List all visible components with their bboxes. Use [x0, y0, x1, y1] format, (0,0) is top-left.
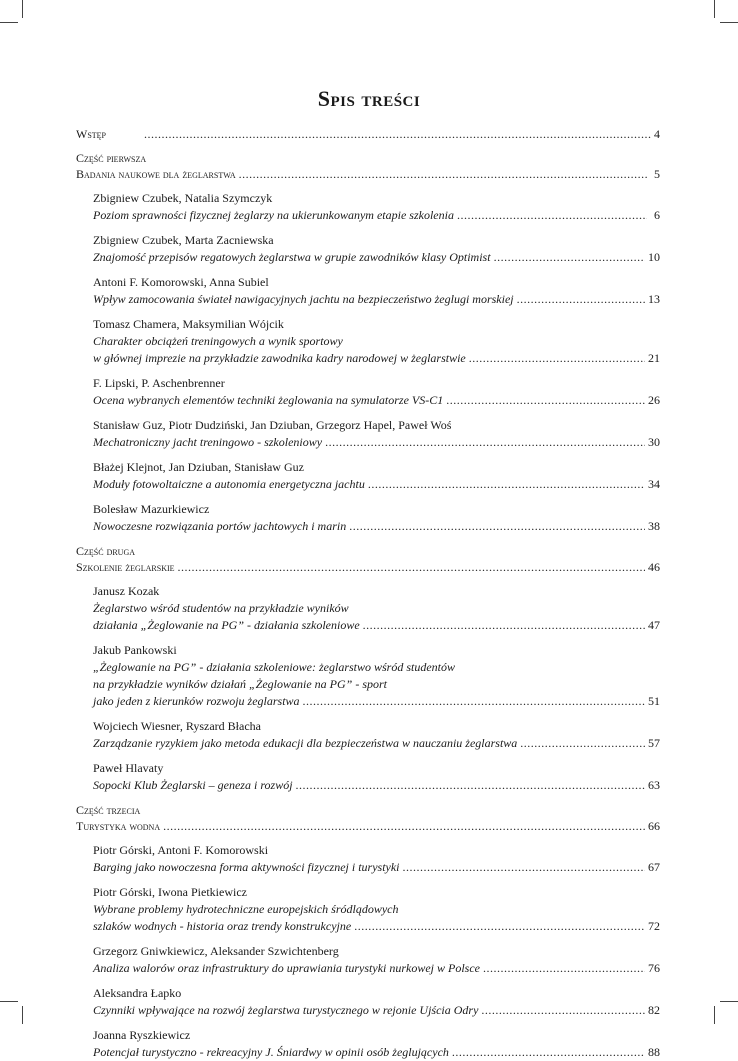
- page-number: 26: [648, 393, 660, 407]
- entry-authors: Wojciech Wiesner, Ryszard Błacha: [93, 719, 261, 733]
- entry-title-line: [93, 518, 660, 535]
- crop-mark: [0, 1001, 18, 1002]
- entry-title-text: Zarządzanie ryzykiem jako metoda edukacji dla bezpieczeństwa w nauczaniu żeglarstwa: [93, 736, 518, 750]
- crop-mark: [714, 0, 715, 18]
- entry-title-text: Wpływ zamocowania świateł nawigacyjnych jachtu na bezpieczeństwo żeglugi morskiej: [93, 292, 514, 306]
- toc-entry[interactable]: [93, 459, 660, 493]
- crop-mark: [720, 22, 738, 23]
- entry-title-text: Sopocki Klub Żeglarski – geneza i rozwój: [93, 778, 293, 792]
- toc-section: [76, 802, 660, 1061]
- toc-section: [76, 543, 660, 794]
- table-of-contents: [76, 126, 660, 1061]
- page-number: 21: [648, 351, 660, 365]
- leader-dots: [354, 918, 645, 935]
- toc-intro-line[interactable]: [76, 126, 660, 142]
- page-number: 66: [648, 819, 660, 833]
- toc-section: [76, 150, 660, 535]
- leader-dots: [368, 476, 645, 493]
- entry-title-text: Moduły fotowoltaiczne a autonomia energetyczna jachtu: [93, 477, 365, 491]
- toc-sections: [76, 150, 660, 1061]
- entry-title-text: Wybrane problemy hydrotechniczne europejskich śródlądowych: [93, 902, 399, 916]
- entry-title-text: Barging jako nowoczesna forma aktywności fizycznej i turystyki: [93, 860, 400, 874]
- entry-authors: Bolesław Mazurkiewicz: [93, 502, 210, 516]
- entry-title-line: [93, 1002, 660, 1019]
- toc-entry[interactable]: [93, 943, 660, 977]
- toc-entry[interactable]: [93, 417, 660, 451]
- page-number: 6: [654, 208, 660, 222]
- leader-dots: [325, 434, 645, 451]
- toc-entry[interactable]: [93, 375, 660, 409]
- entry-title-text: Nowoczesne rozwiązania portów jachtowych i marin: [93, 519, 347, 533]
- entry-authors: Piotr Górski, Iwona Pietkiewicz: [93, 885, 247, 899]
- leader-dots: [494, 249, 645, 266]
- entry-authors: Piotr Górski, Antoni F. Komorowski: [93, 843, 269, 857]
- leader-dots: [178, 559, 645, 575]
- leader-dots: [481, 1002, 645, 1019]
- entry-title-text: Ocena wybranych elementów techniki żeglowania na symulatorze VS-C1: [93, 393, 444, 407]
- page-title: Spis treści: [317, 86, 421, 111]
- entry-title-line: [93, 617, 660, 634]
- entry-title-text: w głównej imprezie na przykładzie zawodnika kadry narodowej w żeglarstwie: [93, 351, 466, 365]
- entry-title-line: [93, 600, 660, 617]
- page-number: 30: [648, 435, 660, 449]
- entry-title-text: Mechatroniczny jacht treningowo - szkoleniowy: [93, 435, 323, 449]
- entry-title-line: [93, 1044, 660, 1061]
- entry-authors: Zbigniew Czubek, Marta Zacniewska: [93, 233, 274, 247]
- toc-entry[interactable]: [93, 760, 660, 794]
- entry-title-text: Poziom sprawności fizycznej żeglarzy na ukierunkowanym etapie szkolenia: [93, 208, 454, 222]
- page-number: 46: [648, 560, 660, 574]
- page-number: 10: [648, 250, 660, 264]
- page-number: 47: [648, 618, 660, 632]
- leader-dots: [517, 291, 645, 308]
- entry-title-line: [93, 249, 660, 266]
- leader-dots: [303, 693, 645, 710]
- leader-dots: [296, 777, 645, 794]
- entry-title-line: [93, 392, 660, 409]
- entry-authors: Antoni F. Komorowski, Anna Subiel: [93, 275, 269, 289]
- crop-mark: [0, 22, 18, 23]
- entry-authors: Aleksandra Łapko: [93, 986, 182, 1000]
- page-number: 57: [648, 736, 660, 750]
- page-number: 4: [654, 127, 660, 141]
- entry-title-text: Czynniki wpływające na rozwój żeglarstwa turystycznego w rejonie Ujścia Odry: [93, 1003, 479, 1017]
- entry-title-line: [93, 659, 660, 676]
- leader-dots: [349, 518, 645, 535]
- crop-mark: [714, 1006, 715, 1024]
- section-part-label: Część druga: [76, 544, 136, 558]
- entry-authors: Błażej Klejnot, Jan Dziuban, Stanisław Guz: [93, 460, 304, 474]
- leader-dots: [239, 166, 647, 182]
- entry-title-line: [93, 693, 660, 710]
- toc-entry[interactable]: [93, 190, 660, 224]
- entry-title-line: [93, 676, 660, 693]
- page-number: 38: [648, 519, 660, 533]
- page-number: 13: [648, 292, 660, 306]
- entry-title-line: [93, 476, 660, 493]
- entry-authors: F. Lipski, P. Aschenbrenner: [93, 376, 225, 390]
- leader-dots: [469, 350, 645, 367]
- entry-authors: Tomasz Chamera, Maksymilian Wójcik: [93, 317, 284, 331]
- entry-title-text: działania „Żeglowanie na PG” - działania szkoleniowe: [93, 618, 360, 632]
- entry-title-line: [93, 918, 660, 935]
- section-heading-line[interactable]: [76, 559, 660, 575]
- entry-authors: Grzegorz Gniwkiewicz, Aleksander Szwichtenberg: [93, 944, 339, 958]
- leader-dots: [163, 818, 645, 834]
- crop-mark: [22, 1006, 23, 1024]
- leader-dots: [520, 735, 645, 752]
- leader-dots: [483, 960, 645, 977]
- entry-title-text: Znajomość przepisów regatowych żeglarstwa w grupie zawodników klasy Optimist: [93, 250, 491, 264]
- toc-entry[interactable]: [93, 884, 660, 935]
- entry-title-text: szlaków wodnych - historia oraz trendy konstrukcyjne: [93, 919, 352, 933]
- entry-title-line: [93, 291, 660, 308]
- intro-label: Wstęp: [76, 127, 106, 141]
- toc-entry[interactable]: [93, 583, 660, 634]
- entry-authors: Jakub Pankowski: [93, 643, 177, 657]
- entry-title-line: [93, 350, 660, 367]
- section-part-label: Część pierwsza: [76, 151, 147, 165]
- entry-title-line: [93, 901, 660, 918]
- leader-dots: [403, 859, 645, 876]
- section-heading: Turystyka wodna: [76, 819, 161, 833]
- toc-entry[interactable]: [93, 1027, 660, 1061]
- entry-authors: Paweł Hlavaty: [93, 761, 164, 775]
- toc-entry[interactable]: [93, 232, 660, 266]
- page-number: 67: [648, 860, 660, 874]
- toc-entry[interactable]: [93, 718, 660, 752]
- entry-authors: Stanisław Guz, Piotr Dudziński, Jan Dziuban, Grzegorz Hapel, Paweł Woś: [93, 418, 452, 432]
- entry-title-text: Potencjał turystyczno - rekreacyjny J. Śniardwy w opinii osób żeglujących: [93, 1045, 449, 1059]
- entry-title-line: [93, 333, 660, 350]
- entry-title-text: Żeglarstwo wśród studentów na przykładzie wyników: [93, 601, 349, 615]
- section-part-label: Część trzecia: [76, 803, 141, 817]
- page-number: 76: [648, 961, 660, 975]
- entry-authors: Zbigniew Czubek, Natalia Szymczyk: [93, 191, 273, 205]
- section-heading: Badania naukowe dla żeglarstwa: [76, 167, 236, 181]
- section-heading: Szkolenie żeglarskie: [76, 560, 175, 574]
- entry-title-line: [93, 859, 660, 876]
- page-number: 51: [648, 694, 660, 708]
- page-number: 5: [654, 167, 660, 181]
- entry-title-line: [93, 434, 660, 451]
- toc-entry[interactable]: [93, 985, 660, 1019]
- toc-entry[interactable]: [93, 274, 660, 308]
- page-number: 63: [648, 778, 660, 792]
- crop-mark: [22, 0, 23, 18]
- page-number: 34: [648, 477, 660, 491]
- toc-entry[interactable]: [93, 842, 660, 876]
- toc-entry[interactable]: [93, 642, 660, 710]
- section-heading-line[interactable]: [76, 166, 660, 182]
- leader-dots: [144, 126, 651, 142]
- leader-dots: [452, 1044, 645, 1061]
- toc-entry[interactable]: [93, 316, 660, 367]
- leader-dots: [363, 617, 645, 634]
- page-number: 88: [648, 1045, 660, 1059]
- entry-title-line: [93, 735, 660, 752]
- entry-title-line: [93, 207, 660, 224]
- entry-authors: Joanna Ryszkiewicz: [93, 1028, 191, 1042]
- entry-title-line: [93, 960, 660, 977]
- page-number: 72: [648, 919, 660, 933]
- entry-title-text: Charakter obciążeń treningowych a wynik sportowy: [93, 334, 343, 348]
- crop-mark: [720, 1001, 738, 1002]
- entry-authors: Janusz Kozak: [93, 584, 160, 598]
- leader-dots: [446, 392, 645, 409]
- entry-title-line: [93, 777, 660, 794]
- section-heading-line[interactable]: [76, 818, 660, 834]
- entry-title-text: „Żeglowanie na PG” - działania szkoleniowe: żeglarstwo wśród studentów: [93, 660, 456, 674]
- entry-title-text: Analiza walorów oraz infrastruktury do uprawiania turystyki nurkowej w Polsce: [93, 961, 480, 975]
- leader-dots: [457, 207, 647, 224]
- page-number: 82: [648, 1003, 660, 1017]
- entry-title-text: jako jeden z kierunków rozwoju żeglarstwa: [93, 694, 300, 708]
- entry-title-text: na przykładzie wyników działań „Żeglowanie na PG” - sport: [93, 677, 387, 691]
- toc-entry[interactable]: [93, 501, 660, 535]
